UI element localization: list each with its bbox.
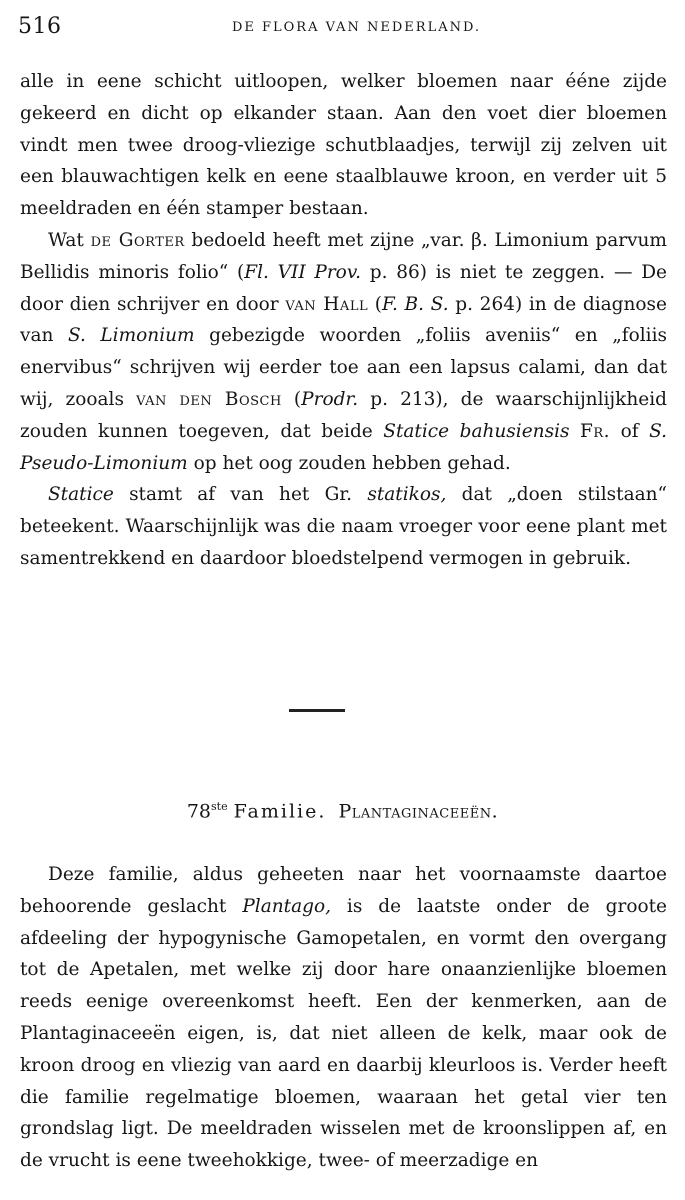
species-name: S. Limonium xyxy=(67,325,195,347)
text-run: ( xyxy=(281,388,302,410)
author-name: van den Bosch xyxy=(136,388,282,410)
text-run: is de laatste onder de groote afdeeling der hypogynische Gamopetalen, en vormt den overgang tot de Apetalen, met welke zij door hare onaanzienlijke bloemen reeds eenige overeenkomst heeft. Een der kenmerken, aan de Plantaginaceeën eigen, is, dat niet alleen de kelk, maar ook de kroon droog en vliezig van aard en daarbij kleurloos is. Verder heeft die familie regelmatige bloemen, waaraan het getal vier ten grondslag ligt. De meeldraden wisselen met de kroonslippen af, en de vrucht is eene tweehokkige, twee- of meerzadige en xyxy=(20,895,667,1172)
text-run: ( xyxy=(368,293,382,315)
text-run: Wat xyxy=(48,229,91,251)
paragraph-3 xyxy=(20,479,667,574)
author-name: de Gorter xyxy=(90,229,185,251)
species-name: Statice bahusiensis xyxy=(383,420,570,442)
text-run: dat „doen stilstaan“ beteekent. Waarschijnlijk was die naam vroeger voor eene plant met samentrekkend en daardoor bloedstelpend vermogen in gebruik. xyxy=(20,484,667,569)
author-abbrev: Fr. xyxy=(580,420,611,442)
family-heading xyxy=(0,800,685,822)
continued-text-section xyxy=(20,66,667,575)
family-number: 78 xyxy=(186,800,212,823)
text-run: Deze familie, aldus geheeten naar het voornaamste daartoe behoorende geslacht xyxy=(20,864,667,917)
text-run: gebezigde woorden „foliis aveniis“ en „foliis enervibus“ schrijven wij eerder toe aan een lapsus calami, dan dat wij, zooals xyxy=(20,325,668,410)
greek-word: statikos, xyxy=(367,484,447,506)
running-head xyxy=(18,14,667,42)
citation: Fl. VII Prov. xyxy=(244,261,361,283)
section-divider xyxy=(289,709,345,712)
page-number: 516 xyxy=(18,14,62,39)
family-name: Plantaginaceeën. xyxy=(338,800,499,823)
text-run xyxy=(570,421,581,442)
family-intro-section xyxy=(20,859,667,1177)
paragraph-2 xyxy=(20,225,667,479)
text-run: stamt af van het Gr. xyxy=(113,484,368,506)
species-name: S. Pseudo-Limonium xyxy=(20,420,667,474)
text-run: p. 264) in de diagnose van xyxy=(20,293,667,347)
family-word: Familie. xyxy=(233,800,327,823)
paragraph-1: alle in eene schicht uitloopen, welker bloemen naar ééne zijde gekeerd en dicht op elkander staan. Aan den voet dier bloemen vindt men twee droog-vliezige schutblaadjes, terwijl zij zelven uit een blauwachtigen kelk en eene staalblauwe kroon, en verder uit 5 meeldraden en één stamper bestaan. xyxy=(20,71,667,220)
text-run: of xyxy=(610,420,650,442)
text-run: p. 86) is niet te zeggen. — De door dien schrijver en door xyxy=(20,261,667,315)
paragraph-4 xyxy=(20,859,667,1177)
author-name: van Hall xyxy=(285,293,369,315)
family-number-suffix: ste xyxy=(211,800,228,813)
text-run: bedoeld heeft met zijne „var. β. Limonium parvum Bellidis minoris folio“ ( xyxy=(20,229,667,283)
citation: Prodr. xyxy=(301,388,359,410)
genus-name: Plantago, xyxy=(242,895,331,917)
text-run: op het oog zouden hebben gehad. xyxy=(187,452,511,474)
running-title: DE FLORA VAN NEDERLAND. xyxy=(231,20,482,35)
citation: F. B. S. xyxy=(382,293,449,315)
genus-name: Statice xyxy=(48,484,114,506)
text-run: p. 213), de waarschijnlijkheid zouden kunnen toegeven, dat beide xyxy=(20,388,667,442)
